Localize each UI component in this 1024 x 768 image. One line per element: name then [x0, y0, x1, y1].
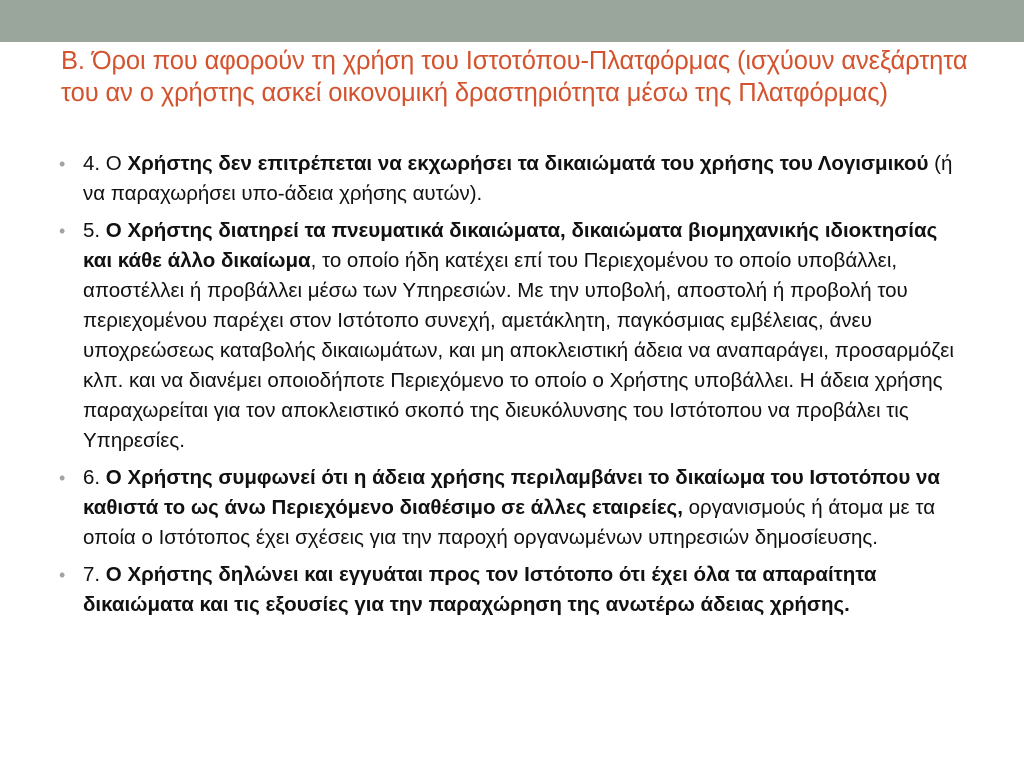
bullet-item-4: [59, 149, 969, 209]
bullet-dot-icon: •: [59, 221, 66, 241]
bullet-item-7: [59, 560, 969, 620]
bullet-bold-text: Ο Χρήστης δηλώνει και εγγυάται προς τον Ιστότοπο ότι έχει όλα τα απαραίτητα δικαιώματα και τις εξουσίες για την παραχώρηση της ανωτέρω άδειας χρήσης.: [83, 563, 877, 616]
bullet-bold-text: Ο Χρήστης διατηρεί τα πνευματικά δικαιώματα, δικαιώματα βιομηχανικής ιδιοκτησίας και κάθε άλλο δικαίωμα: [83, 219, 938, 272]
bullet-dot-icon: •: [59, 468, 66, 488]
bullet-dot-icon: •: [59, 565, 66, 585]
bullet-bold-text: Ο Χρήστης συμφωνεί ότι η άδεια χρήσης περιλαμβάνει το δικαίωμα του Ιστοτόπου να καθιστά το ως άνω Περιεχόμενο διαθέσιμο σε άλλες εταιρείες,: [83, 466, 940, 519]
top-color-band: [0, 0, 1024, 42]
bullet-text: (ή να παραχωρήσει υπο-άδεια χρήσης αυτών).: [83, 152, 953, 205]
bullet-item-5: [59, 216, 969, 456]
bullet-dot-icon: •: [59, 154, 66, 174]
bullet-number: 7.: [83, 563, 106, 586]
bullet-text: , το οποίο ήδη κατέχει επί του Περιεχομένου το οποίο υποβάλλει, αποστέλλει ή προβάλλει μέσω των Υπηρεσιών. Με την υποβολή, αποστολή ή προβολή του περιεχομένου παρέχει στον Ιστότοπο συνεχή, αμετάκλητη, παγκόσμιας εμβέλειας, άνευ υποχρεώσεως καταβολής δικαιωμάτων, και μη αποκλειστική άδεια να αναπαράγει, προσαρμόζει κλπ. και να διανέμει οποιοδήποτε Περιεχόμενο το οποίο ο Χρήστης υποβάλλει. Η άδεια χρήσης παραχωρείται για τον αποκλειστικό σκοπό της διευκόλυνσης του Ιστότοπου να προβάλει τις Υπηρεσίες.: [83, 249, 954, 452]
slide-title: Β. Όροι που αφορούν τη χρήση του Ιστοτόπου-Πλατφόρμας (ισχύουν ανεξάρτητα του αν ο χρήστης ασκεί οικονομική δραστηριότητα μέσω της Πλατφόρμας): [61, 47, 968, 107]
bullet-bold-text: Χρήστης δεν επιτρέπεται να εκχωρήσει τα δικαιώματά του χρήσης του Λογισμικού: [127, 152, 929, 175]
bullet-number: 4. Ο: [83, 152, 128, 175]
bullet-number: 5.: [83, 219, 106, 242]
bullet-number: 6.: [83, 466, 106, 489]
bullet-item-6: [59, 463, 969, 553]
bullet-text: οργανισμούς ή άτομα με τα οποία ο Ιστότοπος έχει σχέσεις για την παροχή οργανωμένων υπηρεσιών δημοσίευσης.: [83, 496, 936, 549]
bullet-list: [59, 149, 969, 627]
